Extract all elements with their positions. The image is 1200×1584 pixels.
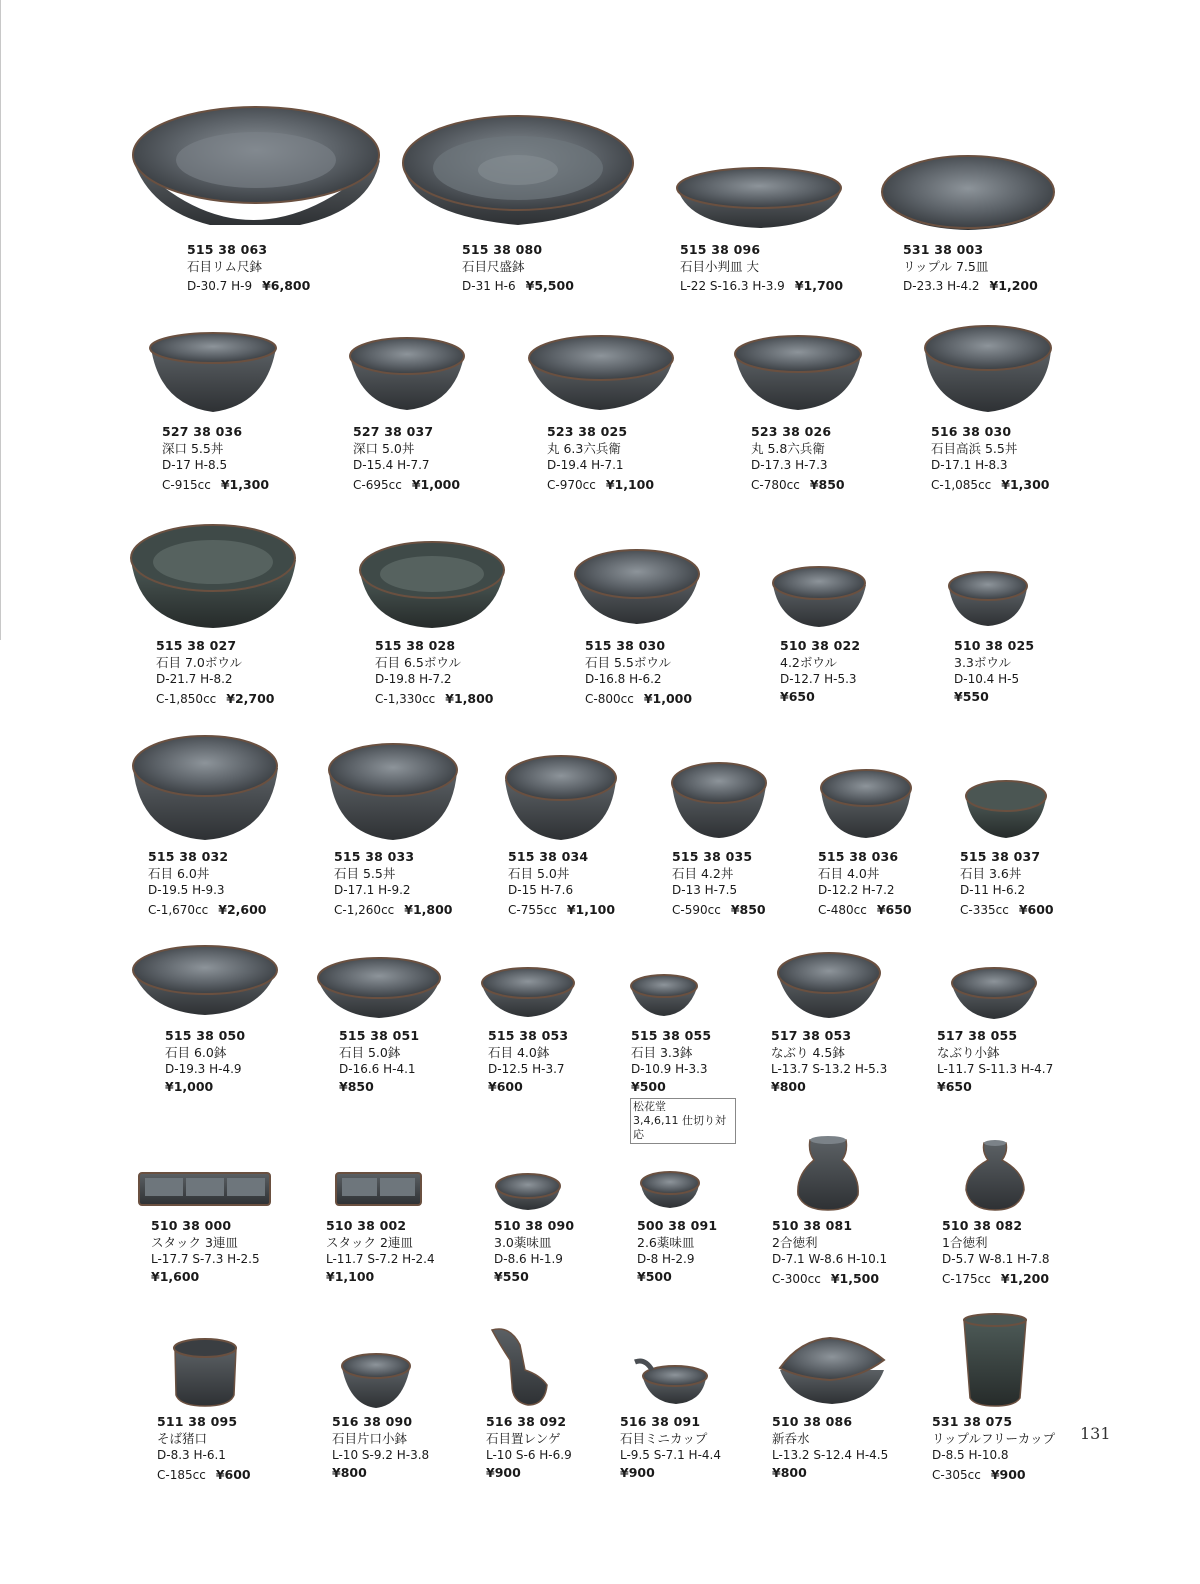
product-code: 510 38 022 <box>780 638 861 653</box>
product-name: 石目 3.3鉢 <box>631 1045 693 1060</box>
product-code: 523 38 025 <box>547 424 628 439</box>
product-527-38-037 <box>353 423 460 494</box>
product-name: 石目高浜 5.5丼 <box>931 441 1018 456</box>
product-name: 石目置レンゲ <box>486 1431 561 1446</box>
product-510-38-000 <box>151 1217 260 1285</box>
tray-photo-510-38-000 <box>139 1173 270 1205</box>
product-515-38-027 <box>156 637 275 708</box>
product-price: ¥1,200 <box>989 278 1038 293</box>
bowl-photo-510-38-086 <box>780 1338 884 1404</box>
product-name: 深口 5.5丼 <box>162 441 224 456</box>
spoon-photo-516-38-092 <box>492 1329 547 1405</box>
product-price: ¥1,300 <box>220 477 270 492</box>
bowl-photo-515-38-037 <box>966 781 1046 838</box>
product-price: ¥1,800 <box>404 902 453 917</box>
bowl-photo-515-38-030 <box>575 550 699 624</box>
bowl-photo-515-38-034 <box>505 756 616 840</box>
product-name: 4.2ボウル <box>780 655 838 670</box>
product-code: 510 38 082 <box>942 1218 1023 1233</box>
product-dims: L-13.2 S-12.4 H-4.5 <box>772 1448 889 1462</box>
product-515-38-032 <box>148 848 267 919</box>
product-523-38-026 <box>751 423 845 494</box>
product-515-38-063 <box>187 241 310 295</box>
product-name: 石目 6.0丼 <box>148 866 210 881</box>
cup-photo-516-38-091 <box>635 1361 707 1404</box>
bowl-photo-516-38-090 <box>342 1354 410 1408</box>
bowl-photo-517-38-053 <box>778 953 880 1018</box>
product-515-38-096 <box>680 241 843 295</box>
product-price: ¥1,500 <box>830 1271 880 1286</box>
product-515-38-035 <box>672 848 766 919</box>
product-name: 石目 4.2丼 <box>672 866 734 881</box>
product-dims: D-10.9 H-3.3 <box>631 1062 708 1076</box>
product-dims: L-13.7 S-13.2 H-5.3 <box>771 1062 888 1076</box>
product-price: ¥900 <box>486 1465 521 1480</box>
product-name: 石目 4.0丼 <box>818 866 880 881</box>
product-capacity: C-695cc <box>353 478 402 492</box>
product-name: 石目ミニカップ <box>620 1431 708 1446</box>
product-dims: D-17 H-8.5 <box>162 458 228 472</box>
product-code: 517 38 053 <box>771 1028 852 1043</box>
product-capacity: C-335cc <box>960 903 1009 917</box>
bowl-photo-515-38-032 <box>133 736 278 840</box>
product-code: 515 38 028 <box>375 638 456 653</box>
bowl-photo-515-38-051 <box>318 958 440 1018</box>
bowl-photo-515-38-028 <box>360 542 504 628</box>
product-code: 515 38 063 <box>187 242 268 257</box>
bowl-photo-515-38-036 <box>821 770 911 838</box>
product-code: 510 38 000 <box>151 1218 232 1233</box>
product-code: 516 38 091 <box>620 1414 701 1429</box>
bowl-photo-515-38-050 <box>133 946 277 1015</box>
product-capacity: C-185cc <box>157 1468 206 1482</box>
product-dims: L-17.7 S-7.3 H-2.5 <box>151 1252 260 1266</box>
dish-photo-510-38-090 <box>496 1174 560 1210</box>
product-dims: D-17.3 H-7.3 <box>751 458 828 472</box>
tokkuri-photo-510-38-081 <box>798 1136 858 1210</box>
product-code: 517 38 055 <box>937 1028 1018 1043</box>
product-code: 500 38 091 <box>637 1218 718 1233</box>
product-code: 510 38 025 <box>954 638 1035 653</box>
product-code: 510 38 002 <box>326 1218 407 1233</box>
product-price: ¥6,800 <box>262 278 311 293</box>
bowl-photo-517-38-055 <box>952 968 1036 1019</box>
product-price: ¥850 <box>730 902 766 917</box>
product-capacity: C-970cc <box>547 478 596 492</box>
product-516-38-091 <box>620 1413 721 1481</box>
dish-photo-500-38-091 <box>641 1172 699 1208</box>
product-516-38-090 <box>332 1413 429 1481</box>
product-code: 515 38 096 <box>680 242 761 257</box>
product-price: ¥1,000 <box>411 477 461 492</box>
product-dims: D-21.7 H-8.2 <box>156 672 233 686</box>
product-dims: D-16.6 H-4.1 <box>339 1062 416 1076</box>
product-517-38-053 <box>771 1027 887 1095</box>
product-516-38-030 <box>931 423 1050 494</box>
product-name: 石目 4.0鉢 <box>488 1045 550 1060</box>
bowl-photo-515-38-063 <box>133 107 380 225</box>
product-name: 2合徳利 <box>772 1235 818 1250</box>
product-price: ¥1,700 <box>794 278 844 293</box>
plate-photo-515-38-080 <box>403 116 633 225</box>
bowl-photo-515-38-033 <box>329 744 457 840</box>
product-531-38-003 <box>903 241 1038 295</box>
product-515-38-033 <box>334 848 453 919</box>
product-code: 516 38 090 <box>332 1414 413 1429</box>
product-name: 深口 5.0丼 <box>353 441 415 456</box>
tray-photo-510-38-002 <box>336 1173 421 1205</box>
product-name: 石目尺盛鉢 <box>462 259 525 274</box>
product-code: 527 38 036 <box>162 424 243 439</box>
product-price: ¥600 <box>488 1079 523 1094</box>
product-dims: D-16.8 H-6.2 <box>585 672 662 686</box>
product-500-38-091 <box>637 1217 717 1285</box>
product-dims: D-8.5 H-10.8 <box>932 1448 1009 1462</box>
product-price: ¥800 <box>771 1079 806 1094</box>
product-dims: D-23.3 H-4.2 <box>903 279 980 293</box>
product-name: 石目 5.0丼 <box>508 866 570 881</box>
product-price: ¥600 <box>1018 902 1054 917</box>
product-515-38-036 <box>818 848 912 919</box>
product-code: 523 38 026 <box>751 424 832 439</box>
product-price: ¥5,500 <box>525 278 574 293</box>
product-dims: D-10.4 H-5 <box>954 672 1020 686</box>
product-name: 1合徳利 <box>942 1235 988 1250</box>
product-dims: D-12.2 H-7.2 <box>818 883 895 897</box>
bowl-photo-515-38-055 <box>631 975 697 1016</box>
product-price: ¥1,100 <box>605 477 655 492</box>
product-name: 石目 3.6丼 <box>960 866 1022 881</box>
product-code: 515 38 027 <box>156 638 237 653</box>
product-code: 531 38 075 <box>932 1414 1013 1429</box>
product-name: 石目 5.5ボウル <box>585 655 671 670</box>
product-code: 510 38 081 <box>772 1218 853 1233</box>
product-dims: D-31 H-6 <box>462 279 516 293</box>
product-code: 515 38 034 <box>508 849 589 864</box>
product-dims: D-17.1 H-9.2 <box>334 883 411 897</box>
product-name: そば猪口 <box>157 1431 208 1446</box>
product-price: ¥1,600 <box>151 1269 200 1284</box>
bowl-photo-527-38-036 <box>150 333 276 412</box>
product-code: 516 38 030 <box>931 424 1012 439</box>
product-dims: D-30.7 H-9 <box>187 279 253 293</box>
product-capacity: C-800cc <box>585 692 634 706</box>
product-511-38-095 <box>157 1413 251 1484</box>
product-capacity: C-300cc <box>772 1272 821 1286</box>
cup-photo-531-38-075 <box>964 1314 1026 1406</box>
product-price: ¥800 <box>332 1465 367 1480</box>
product-dims: D-7.1 W-8.6 H-10.1 <box>772 1252 888 1266</box>
product-code: 516 38 092 <box>486 1414 567 1429</box>
product-price: ¥2,700 <box>226 691 275 706</box>
product-name: 石目片口小鉢 <box>332 1431 408 1446</box>
product-price: ¥650 <box>937 1079 972 1094</box>
product-name: リップルフリーカップ <box>932 1431 1056 1446</box>
product-capacity: C-1,850cc <box>156 692 217 706</box>
product-515-38-055 <box>631 1027 711 1095</box>
product-517-38-055 <box>937 1027 1053 1095</box>
product-code: 510 38 086 <box>772 1414 853 1429</box>
product-price: ¥850 <box>809 477 845 492</box>
product-capacity: C-305cc <box>932 1468 981 1482</box>
product-code: 515 38 035 <box>672 849 753 864</box>
product-code: 515 38 053 <box>488 1028 569 1043</box>
product-510-38-082 <box>942 1217 1050 1288</box>
product-dims: D-15 H-7.6 <box>508 883 574 897</box>
product-price: ¥550 <box>954 689 989 704</box>
product-dims: D-19.3 H-4.9 <box>165 1062 242 1076</box>
product-capacity: C-755cc <box>508 903 557 917</box>
product-capacity: C-1,670cc <box>148 903 209 917</box>
product-name: 3.0薬味皿 <box>494 1235 552 1250</box>
partition-note <box>630 1098 736 1144</box>
product-code: 515 38 050 <box>165 1028 246 1043</box>
product-name: 石目 6.0鉢 <box>165 1045 227 1060</box>
bowl-photo-515-38-035 <box>672 763 766 838</box>
product-capacity: C-1,330cc <box>375 692 436 706</box>
product-510-38-022 <box>780 637 860 705</box>
product-510-38-081 <box>772 1217 887 1288</box>
note-line-1: 松花堂 <box>633 1100 666 1113</box>
product-name: 2.6薬味皿 <box>637 1235 695 1250</box>
product-dims: L-10 S-6 H-6.9 <box>486 1448 572 1462</box>
product-price: ¥1,000 <box>165 1079 214 1094</box>
page-number: 131 <box>1080 1424 1111 1443</box>
product-code: 515 38 055 <box>631 1028 712 1043</box>
product-515-38-051 <box>339 1027 419 1095</box>
product-price: ¥500 <box>637 1269 672 1284</box>
product-name: 丸 6.3六兵衛 <box>547 441 621 456</box>
product-name: 石目 6.5ボウル <box>375 655 461 670</box>
cup-photo-511-38-095 <box>174 1339 236 1406</box>
product-name: 石目リム尺鉢 <box>187 259 263 274</box>
product-price: ¥600 <box>215 1467 251 1482</box>
bowl-photo-510-38-022 <box>773 567 866 627</box>
bowl-photo-523-38-026 <box>735 336 861 410</box>
product-515-38-080 <box>462 241 574 295</box>
bowl-photo-510-38-025 <box>949 572 1027 626</box>
product-capacity: C-590cc <box>672 903 721 917</box>
product-515-38-053 <box>488 1027 568 1095</box>
product-dims: L-9.5 S-7.1 H-4.4 <box>620 1448 721 1462</box>
product-code: 515 38 080 <box>462 242 543 257</box>
bowl-photo-516-38-030 <box>925 326 1051 412</box>
plate-photo-531-38-003 <box>882 156 1054 230</box>
product-516-38-092 <box>486 1413 572 1481</box>
product-dims: D-8.6 H-1.9 <box>494 1252 563 1266</box>
product-515-38-034 <box>508 848 615 919</box>
product-515-38-030 <box>585 637 692 708</box>
product-527-38-036 <box>162 423 269 494</box>
product-price: ¥550 <box>494 1269 529 1284</box>
product-dims: L-11.7 S-7.2 H-2.4 <box>326 1252 435 1266</box>
product-510-38-090 <box>494 1217 574 1285</box>
product-name: 石目 7.0ボウル <box>156 655 242 670</box>
product-price: ¥2,600 <box>218 902 267 917</box>
product-price: ¥650 <box>876 902 912 917</box>
product-523-38-025 <box>547 423 654 494</box>
product-dims: D-19.8 H-7.2 <box>375 672 452 686</box>
product-code: 515 38 032 <box>148 849 229 864</box>
product-name: 石目小判皿 大 <box>680 259 759 274</box>
product-dims: L-10 S-9.2 H-3.8 <box>332 1448 430 1462</box>
product-dims: D-12.7 H-5.3 <box>780 672 857 686</box>
product-code: 527 38 037 <box>353 424 434 439</box>
product-dims: D-8 H-2.9 <box>637 1252 695 1266</box>
product-dims: D-15.4 H-7.7 <box>353 458 430 472</box>
product-name: スタック 3連皿 <box>151 1235 238 1250</box>
product-name: スタック 2連皿 <box>326 1235 413 1250</box>
product-515-38-037 <box>960 848 1054 919</box>
tokkuri-photo-510-38-082 <box>966 1140 1024 1210</box>
bowl-photo-515-38-027 <box>131 525 296 628</box>
product-capacity: C-915cc <box>162 478 211 492</box>
product-price: ¥800 <box>772 1465 807 1480</box>
product-capacity: C-780cc <box>751 478 800 492</box>
bowl-photo-527-38-037 <box>350 338 464 410</box>
product-price: ¥500 <box>631 1079 666 1094</box>
product-515-38-050 <box>165 1027 245 1095</box>
product-dims: D-13 H-7.5 <box>672 883 738 897</box>
product-code: 515 38 030 <box>585 638 666 653</box>
product-price: ¥650 <box>780 689 815 704</box>
product-price: ¥900 <box>990 1467 1026 1482</box>
note-line-2: 3,4,6,11 仕切り対応 <box>633 1114 726 1141</box>
product-price: ¥1,200 <box>1000 1271 1050 1286</box>
bowl-photo-515-38-053 <box>482 968 574 1017</box>
product-price: ¥850 <box>339 1079 374 1094</box>
product-capacity: C-1,260cc <box>334 903 395 917</box>
product-code: 510 38 090 <box>494 1218 575 1233</box>
product-dims: D-11 H-6.2 <box>960 883 1026 897</box>
product-capacity: C-1,085cc <box>931 478 992 492</box>
product-name: 3.3ボウル <box>954 655 1012 670</box>
product-price: ¥1,800 <box>445 691 494 706</box>
product-name: 石目 5.5丼 <box>334 866 396 881</box>
product-code: 515 38 033 <box>334 849 415 864</box>
product-dims: D-17.1 H-8.3 <box>931 458 1008 472</box>
product-510-38-025 <box>954 637 1034 705</box>
product-510-38-002 <box>326 1217 435 1285</box>
product-name: 新呑水 <box>772 1431 810 1446</box>
product-dims: D-12.5 H-3.7 <box>488 1062 565 1076</box>
product-name: なぶり小鉢 <box>937 1045 1000 1060</box>
product-code: 531 38 003 <box>903 242 984 257</box>
product-dims: D-8.3 H-6.1 <box>157 1448 226 1462</box>
product-dims: D-5.7 W-8.1 H-7.8 <box>942 1252 1050 1266</box>
product-price: ¥1,300 <box>1001 477 1050 492</box>
product-dims: D-19.5 H-9.3 <box>148 883 225 897</box>
product-capacity: C-480cc <box>818 903 867 917</box>
product-price: ¥900 <box>620 1465 655 1480</box>
product-code: 515 38 037 <box>960 849 1041 864</box>
product-510-38-086 <box>772 1413 888 1481</box>
product-price: ¥1,100 <box>566 902 616 917</box>
product-531-38-075 <box>932 1413 1055 1484</box>
product-capacity: C-175cc <box>942 1272 991 1286</box>
bowl-photo-523-38-025 <box>529 336 673 410</box>
product-dims: L-11.7 S-11.3 H-4.7 <box>937 1062 1054 1076</box>
product-515-38-028 <box>375 637 494 708</box>
product-code: 511 38 095 <box>157 1414 238 1429</box>
product-price: ¥1,100 <box>326 1269 375 1284</box>
product-price: ¥1,000 <box>643 691 693 706</box>
product-code: 515 38 051 <box>339 1028 420 1043</box>
product-name: 丸 5.8六兵衛 <box>751 441 825 456</box>
product-dims: L-22 S-16.3 H-3.9 <box>680 279 785 293</box>
product-name: リップル 7.5皿 <box>903 259 989 274</box>
product-name: 石目 5.0鉢 <box>339 1045 401 1060</box>
product-name: なぶり 4.5鉢 <box>771 1045 845 1060</box>
product-dims: D-19.4 H-7.1 <box>547 458 624 472</box>
product-code: 515 38 036 <box>818 849 899 864</box>
plate-photo-515-38-096 <box>677 168 841 228</box>
